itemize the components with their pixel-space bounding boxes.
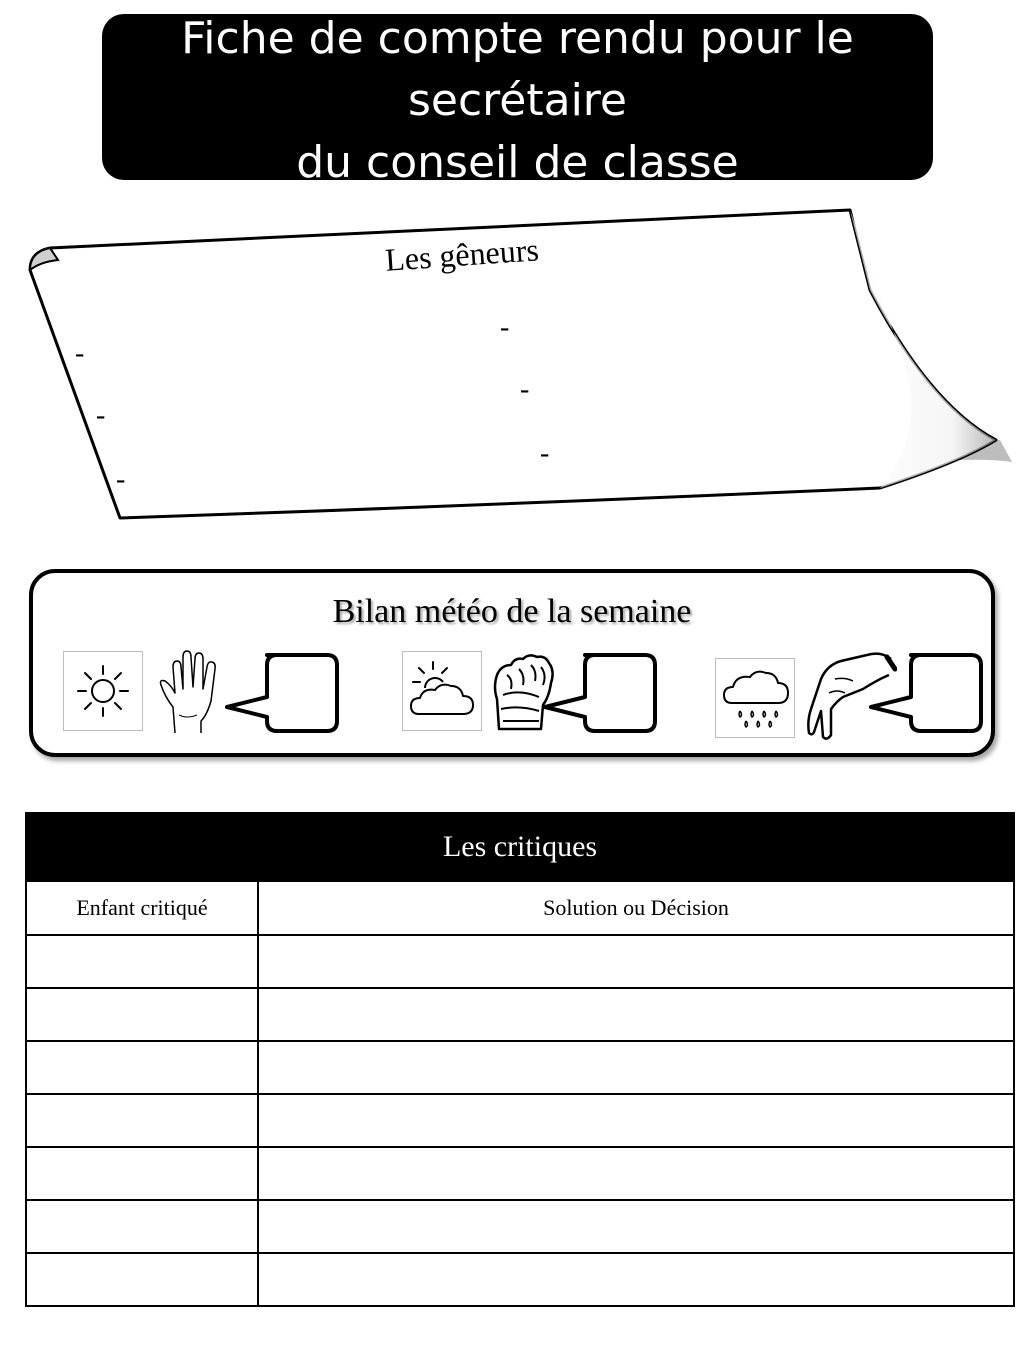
table-row <box>26 1253 1014 1306</box>
solution-cell[interactable] <box>258 1253 1014 1306</box>
weather-title: Bilan météo de la semaine <box>332 593 692 630</box>
critiques-title: Les critiques <box>26 813 1014 881</box>
solution-cell[interactable] <box>258 1200 1014 1253</box>
table-row <box>26 1147 1014 1200</box>
rain-cloud-icon <box>715 658 795 738</box>
weather-panel <box>29 569 995 757</box>
note-dash: - <box>96 400 106 431</box>
title-line-1: Fiche de compte rendu pour le <box>181 14 854 64</box>
solution-cell[interactable] <box>258 988 1014 1041</box>
child-cell[interactable] <box>26 1147 258 1200</box>
solution-cell[interactable] <box>258 1147 1014 1200</box>
sun-cloud-icon <box>402 651 482 731</box>
child-cell[interactable] <box>26 988 258 1041</box>
child-cell[interactable] <box>26 935 258 988</box>
table-row <box>26 1094 1014 1147</box>
solution-cell[interactable] <box>258 935 1014 988</box>
note-dash: - <box>520 374 530 405</box>
table-row <box>26 1041 1014 1094</box>
table-row <box>26 1200 1014 1253</box>
column-header-child: Enfant critiqué <box>26 881 258 935</box>
sun-icon <box>63 651 143 731</box>
note-dash: - <box>500 312 510 343</box>
answer-bubble[interactable] <box>867 651 985 737</box>
note-title: Les gêneurs <box>384 231 540 278</box>
title-banner <box>102 14 933 180</box>
solution-cell[interactable] <box>258 1041 1014 1094</box>
table-row <box>26 988 1014 1041</box>
answer-bubble[interactable] <box>541 651 659 737</box>
child-cell[interactable] <box>26 1253 258 1306</box>
note-dash: - <box>540 438 550 469</box>
table-row <box>26 935 1014 988</box>
title-line-3: du conseil de classe <box>296 137 739 180</box>
title-line-2: secrétaire <box>407 75 627 126</box>
note-dash: - <box>116 464 126 495</box>
solution-cell[interactable] <box>258 1094 1014 1147</box>
child-cell[interactable] <box>26 1200 258 1253</box>
column-header-solution: Solution ou Décision <box>258 881 1014 935</box>
geneurs-note <box>0 200 1024 530</box>
child-cell[interactable] <box>26 1041 258 1094</box>
child-cell[interactable] <box>26 1094 258 1147</box>
answer-bubble[interactable] <box>223 651 341 737</box>
open-hand-icon <box>157 649 223 735</box>
note-dash: - <box>75 338 85 369</box>
critiques-table <box>25 812 1015 1307</box>
